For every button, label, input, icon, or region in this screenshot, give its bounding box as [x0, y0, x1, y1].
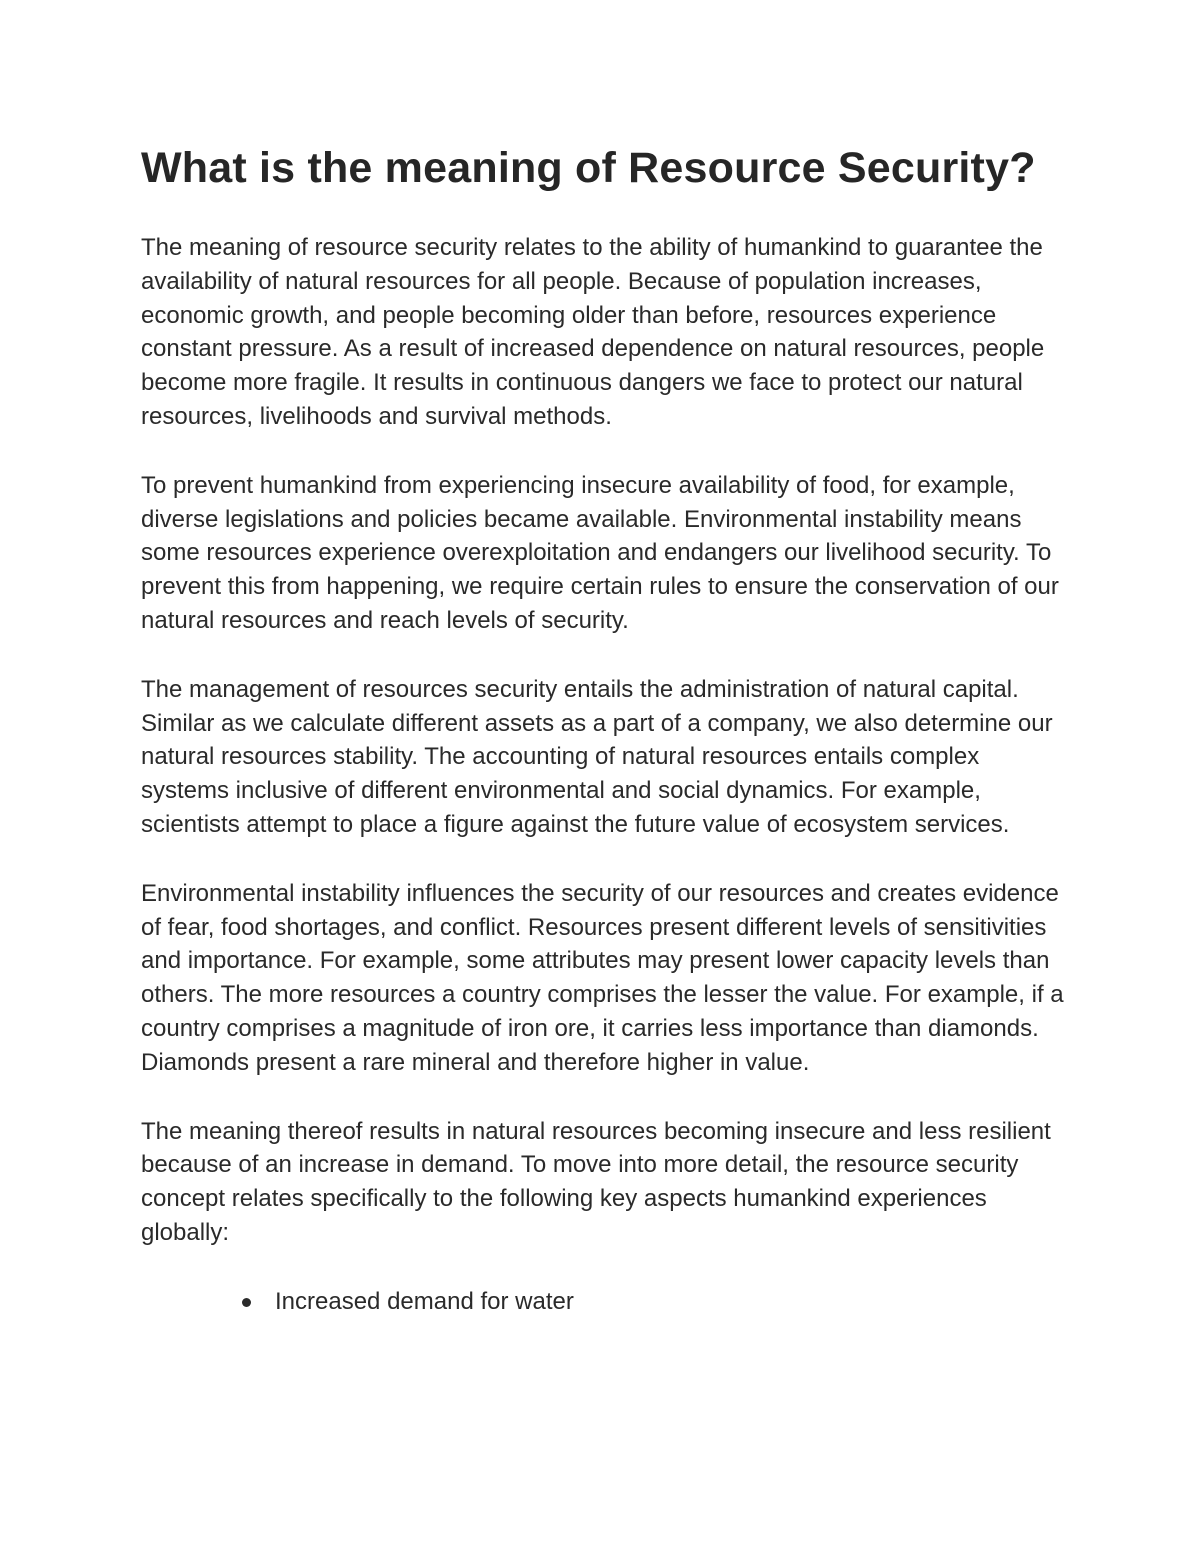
document-title: What is the meaning of Resource Security?: [141, 144, 1036, 192]
paragraph-1: The meaning of resource security relates to the ability of humankind to guarantee the availability of natural resources for all people. Because of population increases, economic growth, and people becoming older than before, resources experience constant pressure. As a result of increased dependence on natural resources, people become more fragile. It results in continuous dangers we face to protect our natural resources, livelihoods and survival methods.: [141, 234, 1045, 430]
list-item: [242, 1285, 1071, 1319]
bullet-icon: [242, 1298, 251, 1307]
paragraph-2: To prevent humankind from experiencing insecure availability of food, for example, diverse legislations and policies became available. Environmental instability means some resources experience overexploitation and endangers our livelihood security. To prevent this from happening, we require certain rules to ensure the conservation of our natural resources and reach levels of security.: [141, 471, 1059, 634]
list-item-text: Increased demand for water: [275, 1287, 574, 1315]
paragraph-3: The management of resources security entails the administration of natural capital. Similar as we calculate different assets as a part of a company, we also determine our natural resources stability. The accounting of natural resources entails complex systems inclusive of different environmental and social dynamics. For example, scientists attempt to place a figure against the future value of ecosystem services.: [141, 675, 1053, 838]
bullet-list: [141, 1285, 1071, 1319]
document-page: [141, 138, 1071, 1319]
paragraph-4: Environmental instability influences the security of our resources and creates evidence of fear, food shortages, and conflict. Resources present different levels of sensitivities and importance. For example, some attributes may present lower capacity levels than others. The more resources a country comprises the lesser the value. For example, if a country comprises a magnitude of iron ore, it carries less importance than diamonds. Diamonds present a rare mineral and therefore higher in value.: [141, 879, 1064, 1076]
paragraph-5: The meaning thereof results in natural resources becoming insecure and less resilient because of an increase in demand. To move into more detail, the resource security concept relates specifically to the following key aspects humankind experiences globally:: [141, 1117, 1051, 1246]
